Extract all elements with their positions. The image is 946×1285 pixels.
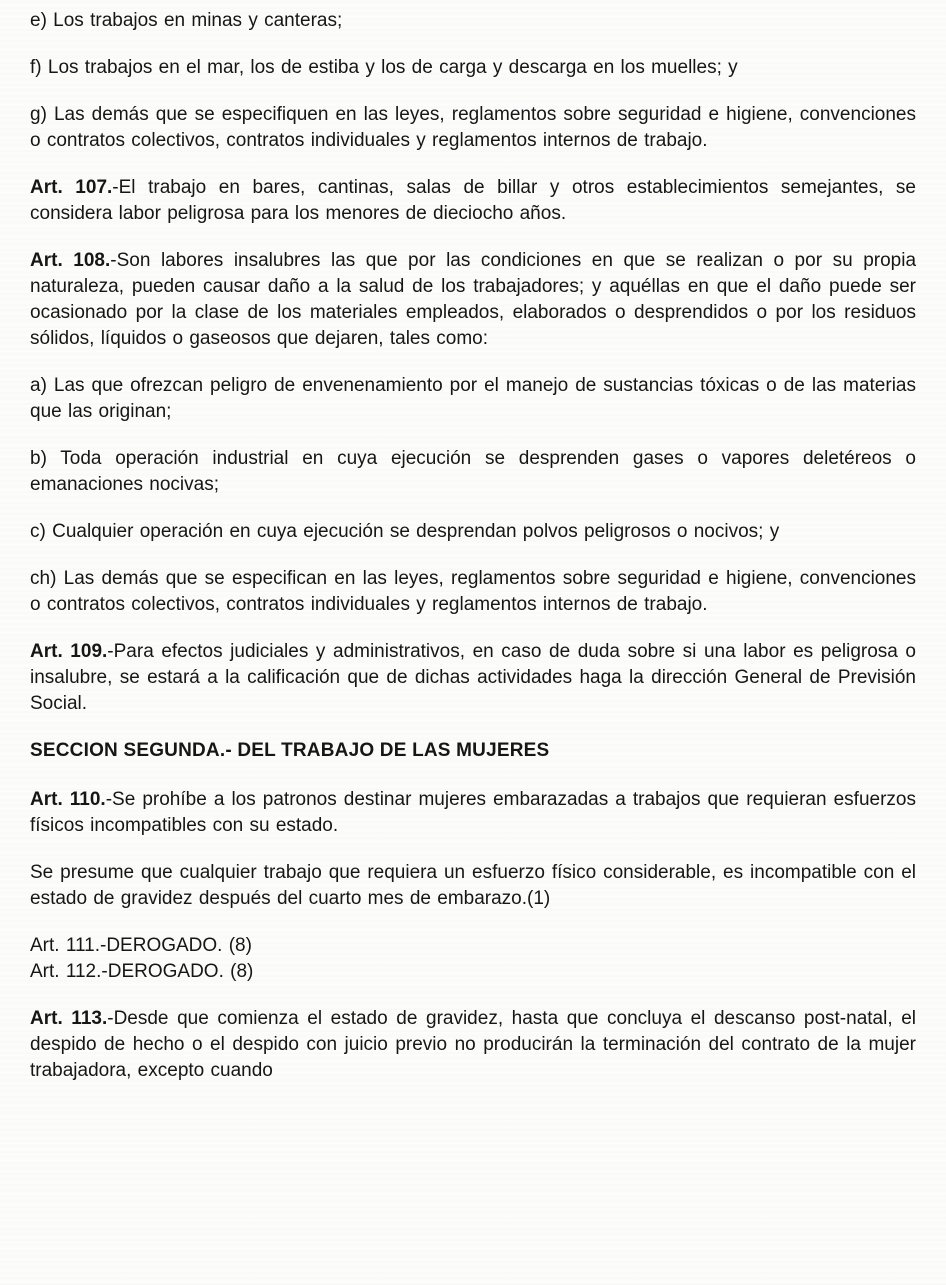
- list-item-g-text: g) Las demás que se especifiquen en las leyes, reglamentos sobre seguridad e higiene, convenciones o contratos colectivos, contratos individuales y reglamentos internos de trabajo.: [30, 104, 916, 151]
- article-110-paragraph-2: [30, 860, 916, 912]
- list-item-a: [30, 373, 916, 425]
- list-item-ch-text: ch) Las demás que se especifican en las leyes, reglamentos sobre seguridad e higiene, convenciones o contratos colectivos, contratos individuales y reglamentos internos de trabajo.: [30, 568, 916, 615]
- article-113-text: -Desde que comienza el estado de gravidez, hasta que concluya el descanso post-natal, el despido de hecho o el despido con juicio previo no producirán la terminación del contrato de la mujer trabajadora, excepto cuando: [30, 1008, 916, 1081]
- list-item-a-text: a) Las que ofrezcan peligro de envenenamiento por el manejo de sustancias tóxicas o de las materias que las originan;: [30, 375, 916, 422]
- section-heading: [30, 738, 916, 764]
- list-item-g: [30, 102, 916, 154]
- list-item-f: [30, 55, 916, 81]
- article-110-paragraph-2-text: Se presume que cualquier trabajo que requiera un esfuerzo físico considerable, es incompatible con el estado de gravidez después del cuarto mes de embarazo.(1): [30, 862, 916, 909]
- list-item-e-text: e) Los trabajos en minas y canteras;: [30, 10, 343, 31]
- article-107-text: -El trabajo en bares, cantinas, salas de billar y otros establecimientos semejantes, se considera labor peligrosa para los menores de dieciocho años.: [30, 177, 917, 224]
- article-108-number: Art. 108.: [30, 250, 111, 271]
- article-111-text: Art. 111.-DEROGADO. (8): [30, 935, 252, 956]
- list-item-c-text: c) Cualquier operación en cuya ejecución se desprendan polvos peligrosos o nocivos; y: [30, 521, 780, 542]
- article-112-text: Art. 112.-DEROGADO. (8): [30, 961, 254, 982]
- article-107-number: Art. 107.: [30, 177, 113, 198]
- article-113-number: Art. 113.: [30, 1008, 108, 1029]
- article-110-text: -Se prohíbe a los patronos destinar mujeres embarazadas a trabajos que requieran esfuerzos físicos incompatibles con su estado.: [30, 789, 916, 836]
- article-109-text: -Para efectos judiciales y administrativos, en caso de duda sobre si una labor es peligrosa o insalubre, se estará a la calificación que de dichas actividades haga la dirección General de Previsión Social.: [30, 641, 917, 714]
- section-heading-text: SECCION SEGUNDA.- DEL TRABAJO DE LAS MUJERES: [30, 740, 550, 761]
- article-109-number: Art. 109.: [30, 641, 108, 662]
- list-item-e: [30, 8, 916, 34]
- article-110-number: Art. 110.: [30, 789, 106, 810]
- list-item-b: [30, 446, 916, 498]
- article-109: [30, 639, 916, 717]
- article-108: [30, 248, 916, 352]
- list-item-f-text: f) Los trabajos en el mar, los de estiba y los de carga y descarga en los muelles; y: [30, 57, 738, 78]
- article-110: [30, 787, 916, 839]
- article-108-text: -Son labores insalubres las que por las condiciones en que se realizan o por su propia naturaleza, pueden causar daño a la salud de los trabajadores; y aquéllas en que el daño puede ser ocasionado por la clase de los materiales empleados, elaborados o desprendidos o por los residuos sólidos, líquidos o gaseosos que dejaren, tales como:: [30, 250, 917, 349]
- article-111: [30, 933, 916, 959]
- paragraph-spacer: [30, 985, 916, 1006]
- article-113: [30, 1006, 916, 1084]
- list-item-b-text: b) Toda operación industrial en cuya ejecución se desprenden gases o vapores deletéreos o emanaciones nocivas;: [30, 448, 916, 495]
- list-item-ch: [30, 566, 916, 618]
- list-item-c: [30, 519, 916, 545]
- article-107: [30, 175, 916, 227]
- article-112: [30, 959, 916, 985]
